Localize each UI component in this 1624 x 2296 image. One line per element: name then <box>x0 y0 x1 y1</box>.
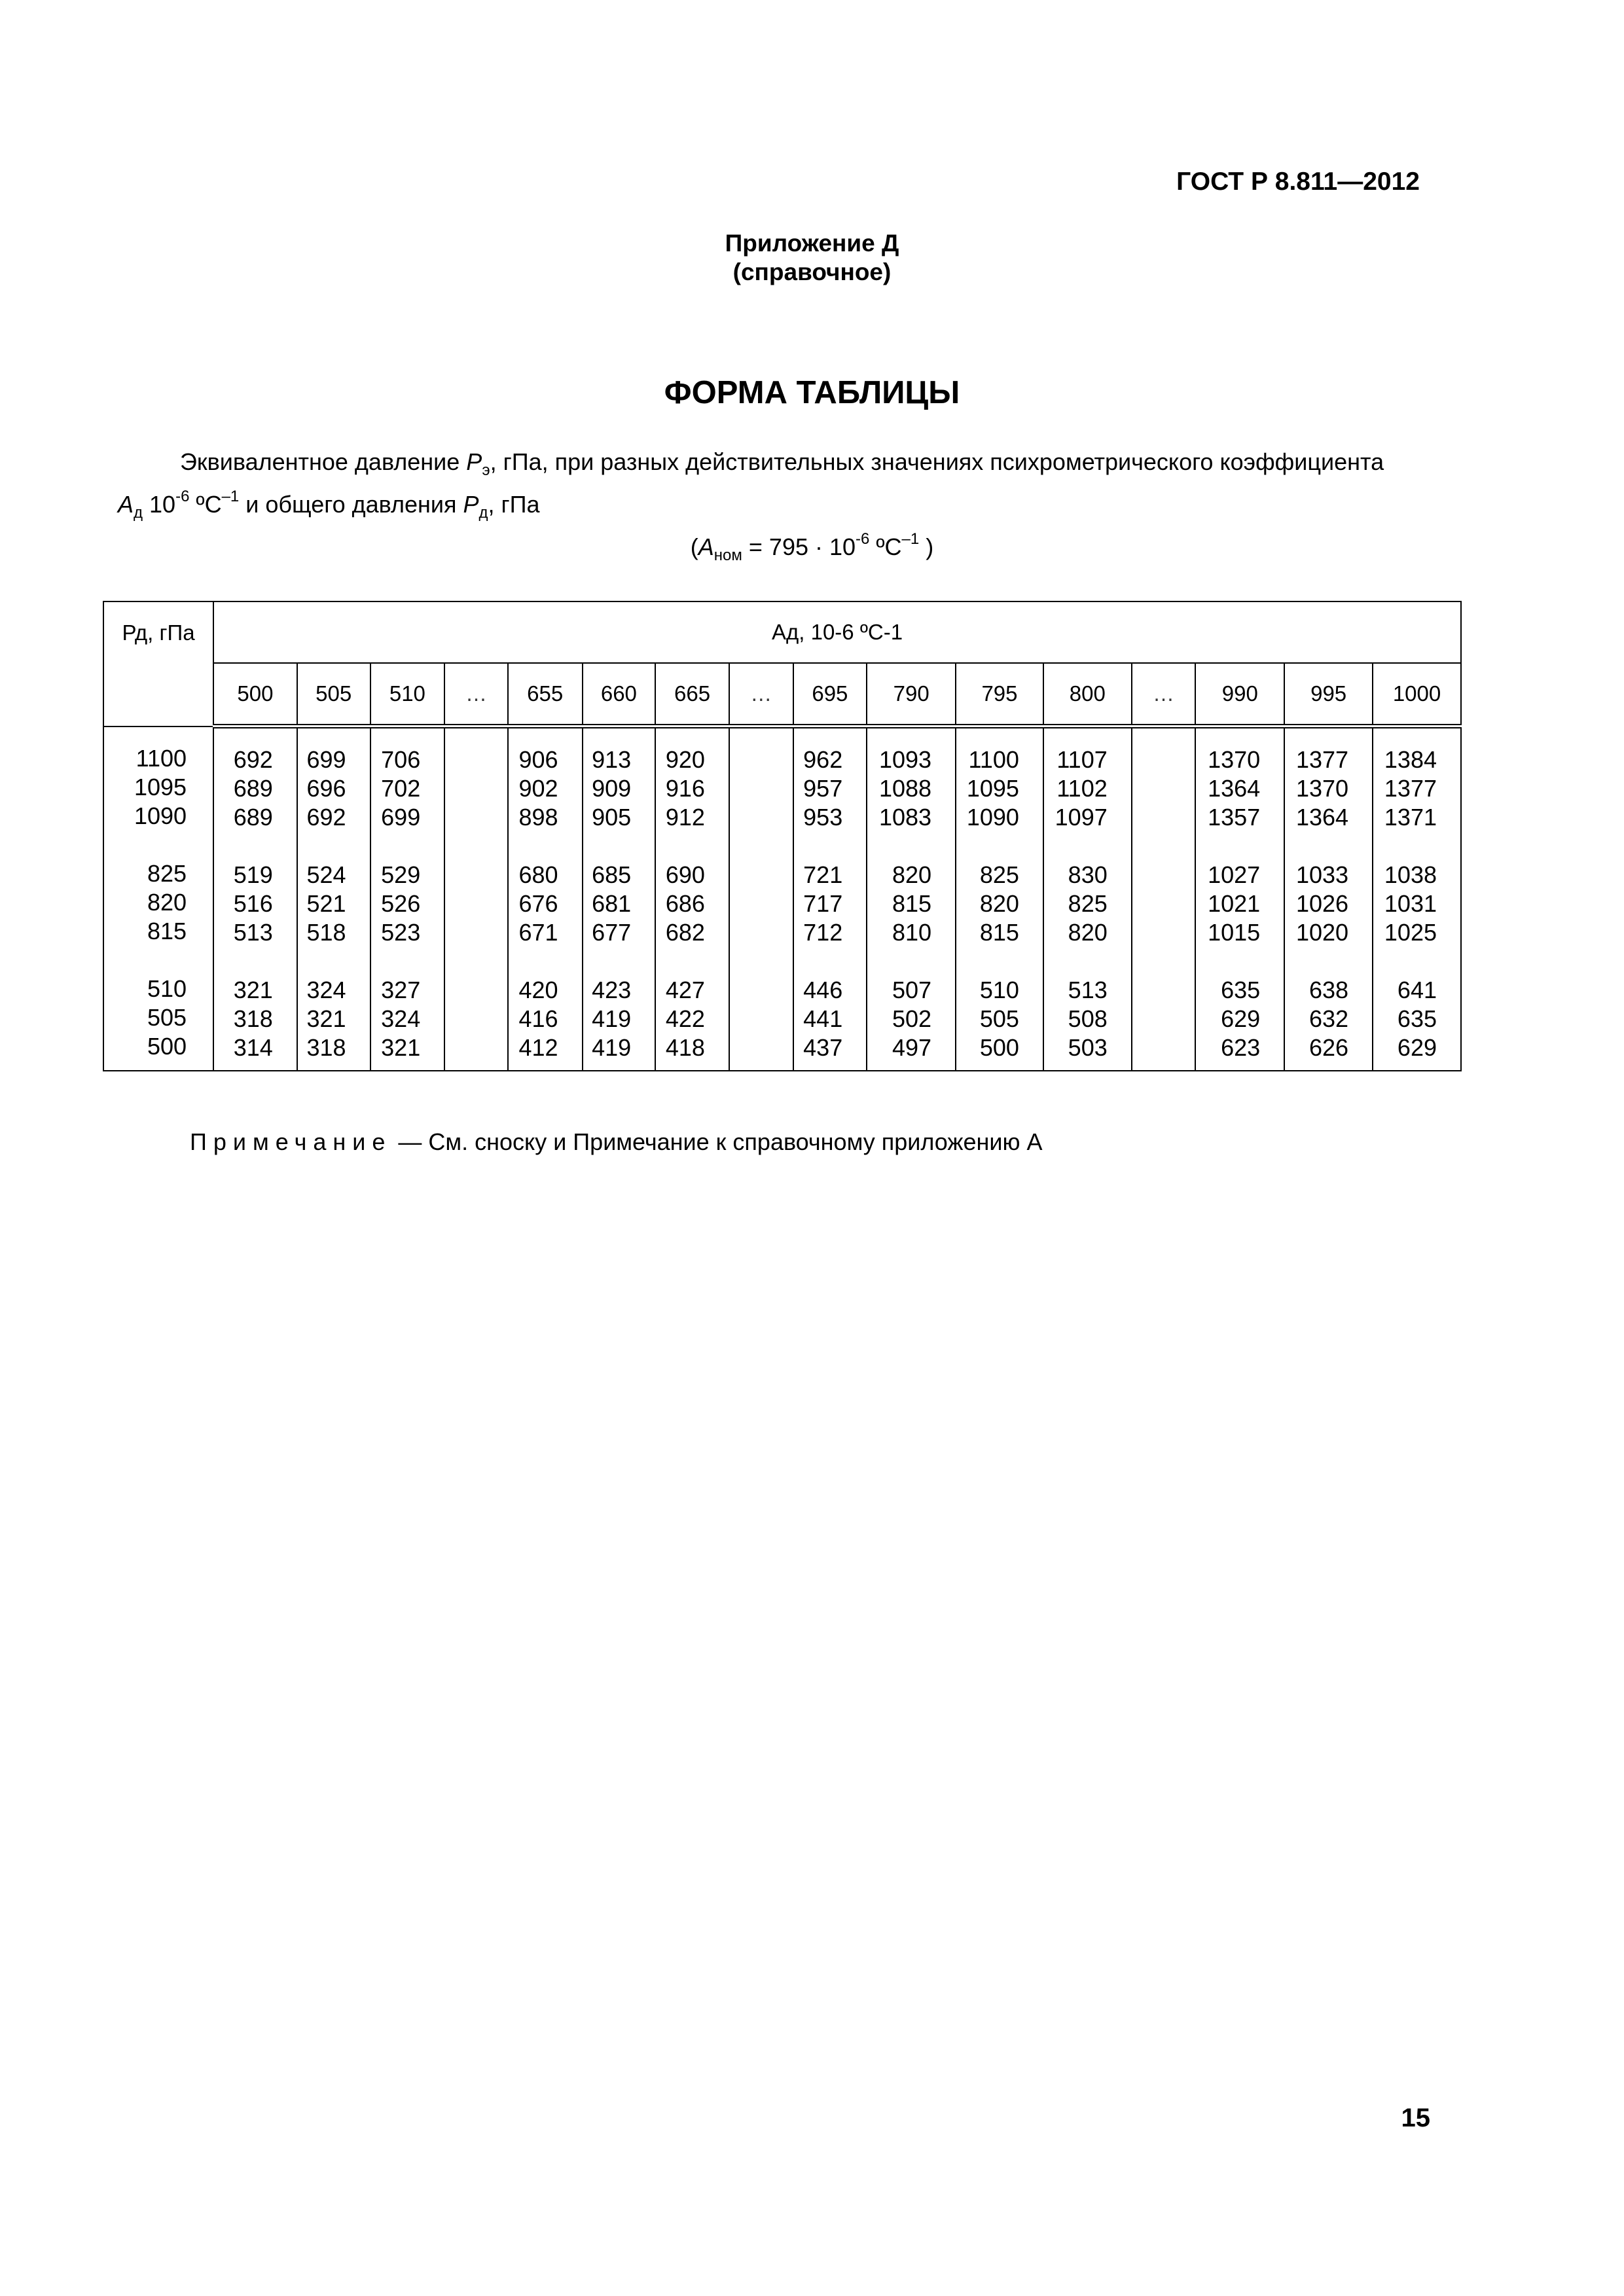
cell-group <box>371 861 421 947</box>
table-cell: 953 <box>803 804 843 831</box>
column-header: 665 <box>655 663 729 726</box>
table-cell: 825 <box>979 861 1019 888</box>
cell-group <box>1373 976 1437 1062</box>
column-header: 505 <box>297 663 370 726</box>
row-label: 1090 <box>134 802 187 829</box>
caption-text-1: Эквивалентное давление <box>180 448 467 475</box>
column-header: 795 <box>956 663 1043 726</box>
table-column-cells <box>583 726 656 1071</box>
table-cell: 324 <box>306 977 346 1003</box>
table-column-cells <box>793 726 867 1071</box>
table-cell <box>445 1005 484 1033</box>
table-cell: 721 <box>803 861 843 888</box>
formula-unit: ºC <box>869 533 902 560</box>
table-cell <box>445 774 484 803</box>
table-cell <box>1132 745 1172 774</box>
table-cell: 1371 <box>1384 804 1437 831</box>
table-cell: 717 <box>803 890 843 917</box>
annex-status: (справочное) <box>732 259 892 285</box>
table-cell <box>1132 1005 1172 1033</box>
table-cell: 1015 <box>1208 919 1261 946</box>
cell-group <box>509 861 558 947</box>
page-number: 15 <box>1401 2104 1430 2132</box>
table-cell: 1357 <box>1208 804 1261 831</box>
caption-text-2: , гПа, при разных действительных значениях психрометрического коэффициента <box>490 448 1384 475</box>
table-cell: 920 <box>665 746 705 773</box>
table-cell: 321 <box>233 977 273 1003</box>
table-cell <box>1132 774 1172 803</box>
table-cell: 521 <box>306 890 346 917</box>
row-label: 1095 <box>134 773 187 800</box>
table-cell: 500 <box>979 1034 1019 1061</box>
table-cell: 635 <box>1397 1005 1437 1032</box>
caption-unit-base: 10 <box>143 491 176 518</box>
table-cell: 418 <box>665 1034 705 1061</box>
table-cell: 830 <box>1068 861 1108 888</box>
table-cell: 516 <box>233 890 273 917</box>
column-header: 790 <box>867 663 956 726</box>
table-cell <box>1132 861 1172 889</box>
cell-group <box>445 745 484 832</box>
caption-unit: ºC <box>189 491 222 518</box>
table-cell: 1377 <box>1295 746 1349 773</box>
cell-group <box>509 976 558 1062</box>
column-header: 500 <box>213 663 297 726</box>
table-cell: 1095 <box>966 775 1019 802</box>
table-cell: 1083 <box>878 804 932 831</box>
table-column-cells <box>1195 726 1284 1071</box>
table-cell: 529 <box>381 861 421 888</box>
formula-close: ) <box>919 533 934 560</box>
column-group-label: Ад, 10-6 ºC-1 <box>772 620 903 644</box>
table-cell: 1027 <box>1208 861 1261 888</box>
table-cell: 314 <box>233 1034 273 1061</box>
table-cell: 497 <box>892 1034 932 1061</box>
row-label: 510 <box>147 975 187 1002</box>
table-cell: 518 <box>306 919 346 946</box>
table-cell: 1377 <box>1384 775 1437 802</box>
annex-heading <box>0 229 1624 287</box>
table-cell: 327 <box>381 977 421 1003</box>
table-cell: 706 <box>381 746 421 773</box>
table-cell: 638 <box>1308 977 1349 1003</box>
caption-a-symbol: A <box>118 491 134 518</box>
note-text: — См. сноску и Примечание к справочному приложению А <box>391 1128 1043 1155</box>
table-cell <box>445 976 484 1005</box>
table-cell <box>1132 918 1172 947</box>
cell-group <box>509 745 558 832</box>
row-label: 820 <box>147 888 187 916</box>
caption-text-3: и общего давления <box>239 491 463 518</box>
table-cell <box>445 861 484 889</box>
cell-group <box>371 976 421 1062</box>
caption-pd-symbol: P <box>463 491 479 518</box>
table-cell: 510 <box>979 977 1019 1003</box>
row-header-label: Рд, гПа <box>122 620 195 645</box>
table-cell: 1107 <box>1056 746 1108 773</box>
table-cell: 505 <box>979 1005 1019 1032</box>
formula-a-symbol: A <box>698 533 714 560</box>
cell-group <box>1196 861 1260 947</box>
cell-group <box>867 745 931 832</box>
table-cell: 916 <box>665 775 705 802</box>
table-cell: 909 <box>592 775 632 802</box>
table-cell: 1102 <box>1056 775 1108 802</box>
cell-group <box>583 861 632 947</box>
table-cell <box>1132 889 1172 918</box>
cell-group <box>1044 976 1108 1062</box>
table-cell: 699 <box>306 746 346 773</box>
table-cell <box>445 918 484 947</box>
table-cell: 523 <box>381 919 421 946</box>
table-cell: 702 <box>381 775 421 802</box>
table-cell: 441 <box>803 1005 843 1032</box>
table-cell: 912 <box>665 804 705 831</box>
table-column-cells <box>655 726 729 1071</box>
table-cell: 1025 <box>1384 919 1437 946</box>
column-group-header <box>213 601 1461 663</box>
table-cell <box>1132 1033 1172 1062</box>
table-caption <box>118 448 1447 528</box>
table-cell: 1384 <box>1384 746 1437 773</box>
cell-group <box>298 745 346 832</box>
cell-group <box>956 976 1019 1062</box>
caption-unit-exp: -6 <box>175 488 190 506</box>
table-cell: 524 <box>306 861 346 888</box>
cell-group <box>730 976 769 1062</box>
formula-open: ( <box>690 533 698 560</box>
table-cell: 629 <box>1397 1034 1437 1061</box>
table-cell: 815 <box>892 890 932 917</box>
column-header: … <box>729 663 793 726</box>
column-header: 800 <box>1043 663 1132 726</box>
table-cell: 526 <box>381 890 421 917</box>
table-cell: 507 <box>892 977 932 1003</box>
table-cell: 913 <box>592 746 632 773</box>
column-header: 695 <box>793 663 867 726</box>
cell-group <box>298 861 346 947</box>
row-label: 500 <box>147 1032 187 1060</box>
table-column-cells <box>444 726 508 1071</box>
table-cell: 815 <box>979 919 1019 946</box>
caption-p-symbol: P <box>466 448 482 475</box>
cell-group <box>656 861 705 947</box>
table-cell: 1093 <box>878 746 932 773</box>
table-cell: 513 <box>233 919 273 946</box>
table-column-cells <box>1373 726 1461 1071</box>
cell-group <box>1044 861 1108 947</box>
pressure-table <box>103 601 1462 1071</box>
table-cell: 1364 <box>1208 775 1261 802</box>
table-column-cells <box>213 726 297 1071</box>
caption-p-subscript: э <box>482 461 490 480</box>
table-cell: 629 <box>1221 1005 1261 1032</box>
cell-group <box>1285 861 1348 947</box>
table-cell <box>1132 976 1172 1005</box>
table-cell: 420 <box>518 977 558 1003</box>
table-cell <box>445 889 484 918</box>
table-cell: 962 <box>803 746 843 773</box>
table-cell <box>730 861 769 889</box>
formula-a-subscript: ном <box>713 547 742 565</box>
cell-group <box>214 861 273 947</box>
caption-text-4: , гПа <box>488 491 540 518</box>
table-cell: 1031 <box>1384 890 1437 917</box>
note-label: Примечание <box>190 1128 392 1155</box>
row-label: 815 <box>147 917 187 944</box>
table-note <box>190 1128 1043 1156</box>
table-cell: 677 <box>592 919 632 946</box>
table-cell: 503 <box>1068 1034 1108 1061</box>
cell-group <box>794 861 843 947</box>
table-column-cells <box>1043 726 1132 1071</box>
column-header: 990 <box>1195 663 1284 726</box>
table-cell: 419 <box>592 1034 632 1061</box>
cell-group <box>956 745 1019 832</box>
table-cell <box>730 1005 769 1033</box>
table-cell: 412 <box>518 1034 558 1061</box>
cell-group <box>1285 745 1348 832</box>
formula-value: = 795 · 10 <box>742 533 856 560</box>
table-cell <box>730 889 769 918</box>
table-cell: 635 <box>1221 977 1261 1003</box>
table-cell: 423 <box>592 977 632 1003</box>
table-cell: 898 <box>518 804 558 831</box>
table-cell <box>445 745 484 774</box>
table-cell: 957 <box>803 775 843 802</box>
row-label: 1100 <box>135 744 187 772</box>
table-column-cells <box>729 726 793 1071</box>
table-cell: 696 <box>306 775 346 802</box>
column-header: 510 <box>370 663 445 726</box>
table-cell: 318 <box>306 1034 346 1061</box>
table-cell: 513 <box>1068 977 1108 1003</box>
table-cell: 321 <box>381 1034 421 1061</box>
table-cell: 686 <box>665 890 705 917</box>
cell-group <box>214 976 273 1062</box>
row-group <box>104 859 187 946</box>
table-cell <box>730 803 769 832</box>
table-column-cells <box>370 726 445 1071</box>
table-cell: 671 <box>518 919 558 946</box>
table-cell <box>730 745 769 774</box>
cell-group <box>298 976 346 1062</box>
cell-group <box>867 861 931 947</box>
table-cell: 1088 <box>878 775 932 802</box>
table-cell <box>730 976 769 1005</box>
table-cell: 902 <box>518 775 558 802</box>
table-cell: 1364 <box>1295 804 1349 831</box>
cell-group <box>371 745 421 832</box>
table-cell: 1090 <box>966 804 1019 831</box>
table-cell: 820 <box>1068 919 1108 946</box>
formula-exp: -6 <box>856 530 870 548</box>
table-cell: 508 <box>1068 1005 1108 1032</box>
cell-group <box>1196 976 1260 1062</box>
table-cell: 1097 <box>1055 804 1108 831</box>
table-cell: 692 <box>306 804 346 831</box>
table-cell: 416 <box>518 1005 558 1032</box>
table-cell: 1038 <box>1384 861 1437 888</box>
row-label: 505 <box>147 1003 187 1031</box>
cell-group <box>1132 745 1172 832</box>
table-cell: 1033 <box>1295 861 1349 888</box>
cell-group <box>867 976 931 1062</box>
cell-group <box>445 861 484 947</box>
row-header-cell <box>103 601 213 726</box>
table-cell: 1020 <box>1295 919 1349 946</box>
table-cell <box>445 803 484 832</box>
table-cell: 820 <box>979 890 1019 917</box>
table-cell: 699 <box>381 804 421 831</box>
formula-exp2: –1 <box>901 530 920 548</box>
table-cell: 1370 <box>1208 746 1261 773</box>
cell-group <box>1132 861 1172 947</box>
table-column-cells <box>1132 726 1196 1071</box>
table-cell: 318 <box>233 1005 273 1032</box>
table-cell <box>730 918 769 947</box>
table-cell: 437 <box>803 1034 843 1061</box>
table-cell: 502 <box>892 1005 932 1032</box>
table-cell: 689 <box>233 775 273 802</box>
table-cell: 685 <box>592 861 632 888</box>
table-column-cells <box>297 726 370 1071</box>
table-cell: 422 <box>665 1005 705 1032</box>
cell-group <box>583 745 632 832</box>
table-cell: 446 <box>803 977 843 1003</box>
cell-group <box>1373 745 1437 832</box>
table-cell: 682 <box>665 919 705 946</box>
cell-group <box>1044 745 1108 832</box>
table-cell: 680 <box>518 861 558 888</box>
table-cell <box>730 774 769 803</box>
table-cell <box>445 1033 484 1062</box>
column-header: … <box>444 663 508 726</box>
table-cell: 641 <box>1397 977 1437 1003</box>
table-cell: 676 <box>518 890 558 917</box>
cell-group <box>583 976 632 1062</box>
table-cell: 681 <box>592 890 632 917</box>
table-cell: 626 <box>1308 1034 1349 1061</box>
row-labels <box>103 726 213 1071</box>
column-header: 655 <box>508 663 583 726</box>
table-cell: 905 <box>592 804 632 831</box>
cell-group <box>1285 976 1348 1062</box>
table-column-cells <box>508 726 583 1071</box>
table-cell: 810 <box>892 919 932 946</box>
row-group <box>104 975 187 1061</box>
row-label: 825 <box>147 859 187 887</box>
cell-group <box>1132 976 1172 1062</box>
table-cell: 632 <box>1308 1005 1349 1032</box>
table-cell: 321 <box>306 1005 346 1032</box>
caption-pd-subscript: д <box>478 504 488 522</box>
cell-group <box>214 745 273 832</box>
cell-group <box>1196 745 1260 832</box>
table-cell: 690 <box>665 861 705 888</box>
annex-title: ФОРМА ТАБЛИЦЫ <box>664 375 960 410</box>
table-cell: 906 <box>518 746 558 773</box>
table-cell: 519 <box>233 861 273 888</box>
table-cell: 825 <box>1068 890 1108 917</box>
table-cell <box>730 1033 769 1062</box>
cell-group <box>730 745 769 832</box>
table-cell: 712 <box>803 919 843 946</box>
table-column-cells <box>956 726 1043 1071</box>
cell-group <box>956 861 1019 947</box>
cell-group <box>445 976 484 1062</box>
table-cell: 1026 <box>1295 890 1349 917</box>
cell-group <box>1373 861 1437 947</box>
table-cell: 324 <box>381 1005 421 1032</box>
table-cell: 689 <box>233 804 273 831</box>
caption-a-subscript: д <box>134 504 143 522</box>
caption-unit-exp2: –1 <box>221 488 240 506</box>
row-group <box>104 744 187 831</box>
table-cell: 1370 <box>1295 775 1349 802</box>
column-header: 995 <box>1284 663 1373 726</box>
table-cell: 623 <box>1221 1034 1261 1061</box>
cell-group <box>794 745 843 832</box>
standard-number: ГОСТ Р 8.811—2012 <box>1176 168 1420 196</box>
table-column-cells <box>867 726 956 1071</box>
table-cell: 692 <box>233 746 273 773</box>
table-cell: 1100 <box>968 746 1019 773</box>
column-header: 660 <box>583 663 656 726</box>
cell-group <box>656 745 705 832</box>
table-cell: 820 <box>892 861 932 888</box>
table-column-cells <box>1284 726 1373 1071</box>
column-header: 1000 <box>1373 663 1461 726</box>
cell-group <box>656 976 705 1062</box>
cell-group <box>794 976 843 1062</box>
cell-group <box>730 861 769 947</box>
table-cell: 419 <box>592 1005 632 1032</box>
table-cell: 1021 <box>1208 890 1261 917</box>
table-cell <box>1132 803 1172 832</box>
annex-label: Приложение Д <box>725 230 899 257</box>
table-cell: 427 <box>665 977 705 1003</box>
nominal-coefficient-formula <box>0 530 1624 565</box>
column-header: … <box>1132 663 1196 726</box>
